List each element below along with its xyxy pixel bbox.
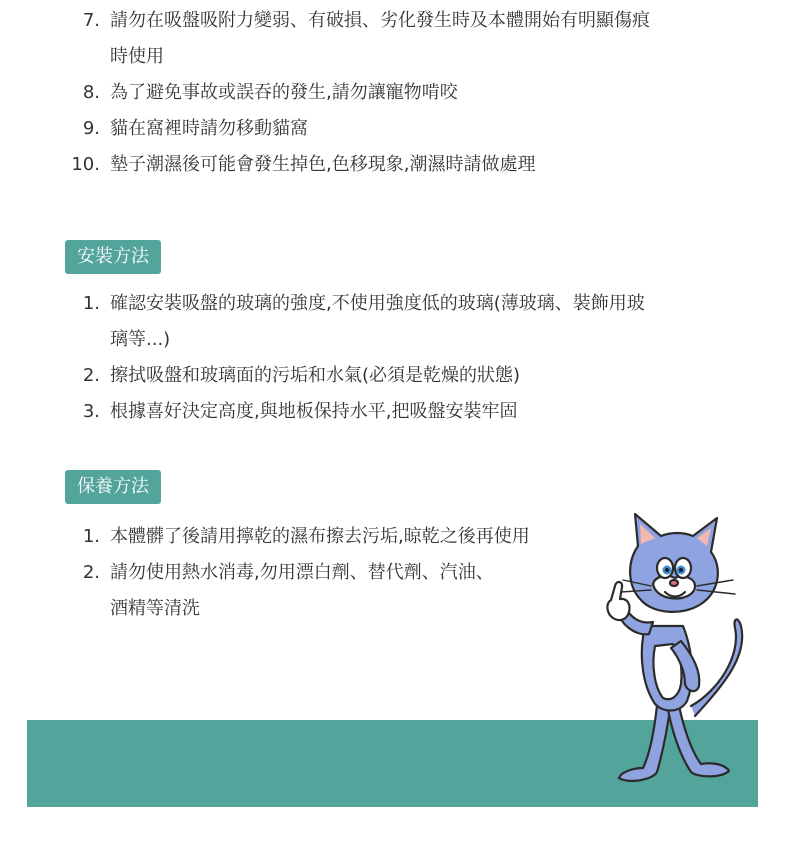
item-line: 時使用 [110, 46, 164, 67]
list-item [60, 111, 650, 147]
item-line: 璃等...) [110, 329, 171, 350]
item-line: 酒精等清洗 [110, 598, 200, 619]
item-line: 請勿在吸盤吸附力變弱、有破損、劣化發生時及本體開始有明顯傷痕 [110, 10, 650, 31]
list-item [60, 147, 650, 183]
item-number: 8. [82, 82, 100, 103]
precautions-list [60, 3, 650, 183]
care-list [60, 519, 530, 627]
list-item [60, 286, 645, 358]
item-number: 7. [82, 10, 100, 31]
item-text [110, 111, 308, 147]
item-text [110, 394, 517, 430]
item-text [110, 555, 494, 627]
cat-mascot-illustration [583, 506, 763, 796]
list-item [60, 555, 530, 627]
item-number: 2. [82, 365, 100, 386]
list-item [60, 75, 650, 111]
item-line: 確認安裝吸盤的玻璃的強度,不使用強度低的玻璃(薄玻璃、裝飾用玻 [110, 293, 645, 314]
item-number: 1. [82, 526, 100, 547]
item-line: 擦拭吸盤和玻璃面的污垢和水氣(必須是乾燥的狀態) [110, 365, 521, 386]
item-line: 墊子潮濕後可能會發生掉色,色移現象,潮濕時請做處理 [110, 154, 536, 175]
item-number: 1. [82, 293, 100, 314]
care-section-heading: 保養方法 [65, 470, 161, 504]
item-number: 3. [82, 401, 100, 422]
item-number: 9. [82, 118, 100, 139]
item-line: 為了避免事故或誤吞的發生,請勿讓寵物啃咬 [110, 82, 458, 103]
item-text [110, 286, 645, 358]
list-item [60, 519, 530, 555]
item-text [110, 3, 650, 75]
item-line: 本體髒了後請用擰乾的濕布擦去污垢,晾乾之後再使用 [110, 526, 530, 547]
item-line: 貓在窩裡時請勿移動貓窩 [110, 118, 308, 139]
item-line: 根據喜好決定高度,與地板保持水平,把吸盤安裝牢固 [110, 401, 518, 422]
install-section-heading: 安裝方法 [65, 240, 161, 274]
item-text [110, 75, 458, 111]
list-item [60, 358, 645, 394]
item-line: 請勿使用熱水消毒,勿用漂白劑、替代劑、汽油、 [110, 562, 494, 583]
list-item [60, 3, 650, 75]
item-number: 10. [71, 154, 100, 175]
install-list [60, 286, 645, 430]
item-number: 2. [82, 562, 100, 583]
item-text [110, 519, 530, 555]
list-item [60, 394, 645, 430]
item-text [110, 358, 520, 394]
item-text [110, 147, 535, 183]
